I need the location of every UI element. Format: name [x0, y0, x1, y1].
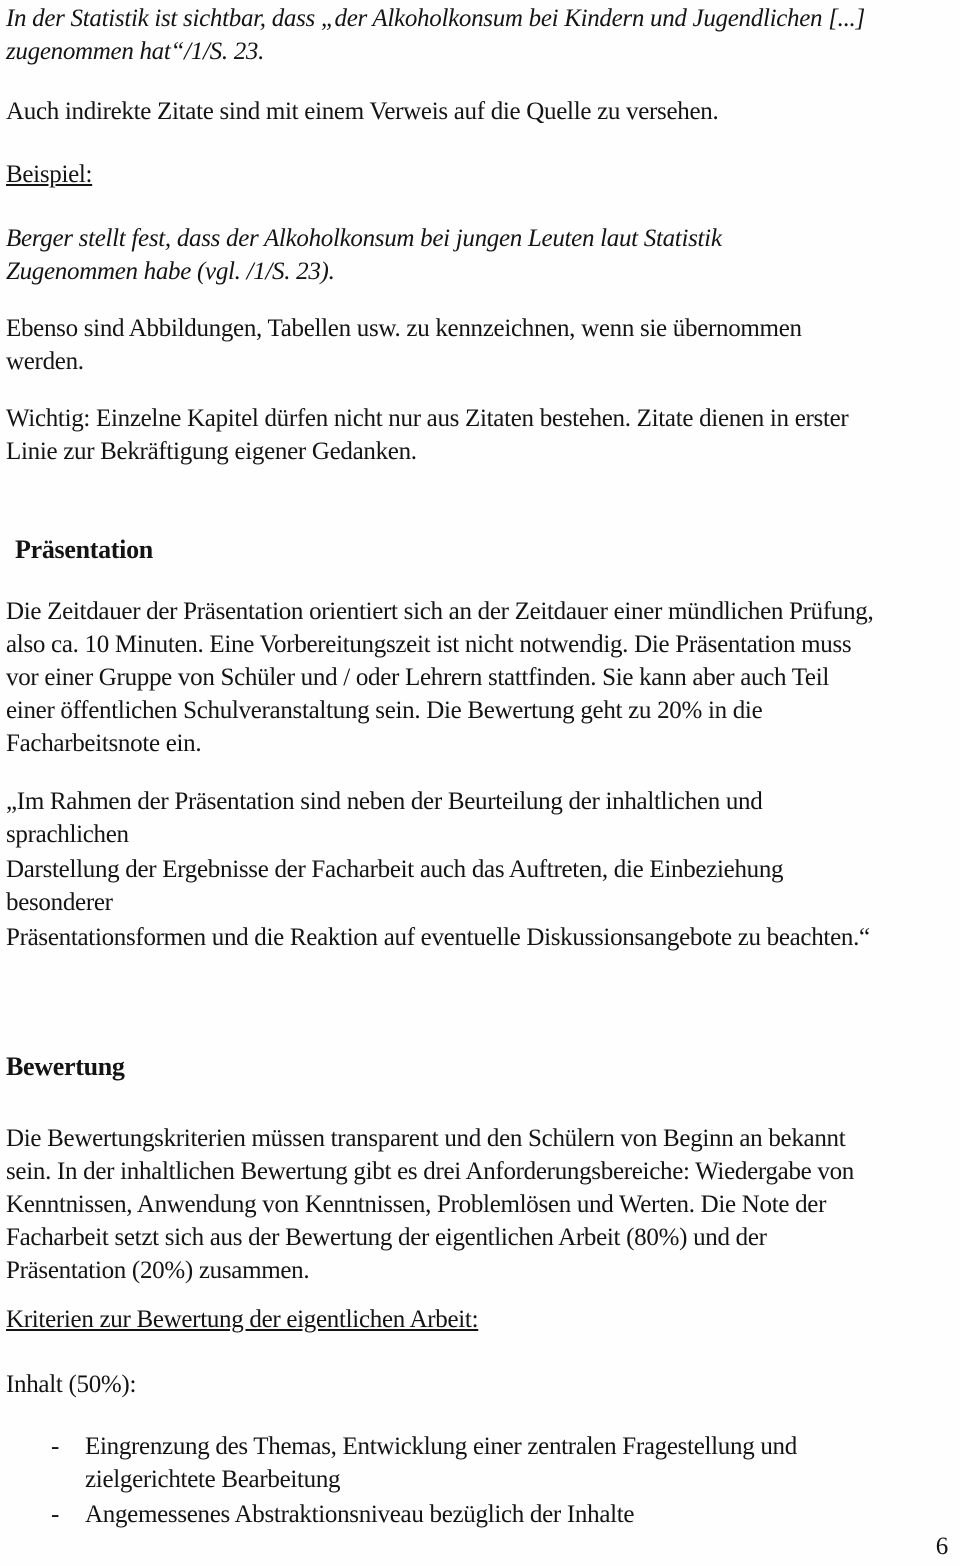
- heading-text: Präsentation: [15, 535, 153, 564]
- paragraph-praesentation-quote-3: [6, 921, 960, 954]
- page-number-text: 6: [935, 1533, 948, 1560]
- text-line: Präsentationsformen und die Reaktion auf eventuelle Diskussionsangebote zu beachten.“: [6, 924, 870, 951]
- heading-bewertung: [6, 1050, 960, 1083]
- text-line: besonderer: [6, 889, 113, 916]
- text-line: Facharbeit setzt sich aus der Bewertung der eigentlichen Arbeit (80%) und der: [6, 1224, 767, 1251]
- text-line: „Im Rahmen der Präsentation sind neben der Beurteilung der inhaltlichen und: [6, 788, 763, 815]
- text-line: Wichtig: Einzelne Kapitel dürfen nicht nur aus Zitaten bestehen. Zitate dienen in erster: [6, 405, 849, 432]
- paragraph-indirect-citation-note: [6, 95, 960, 128]
- text-line: Die Zeitdauer der Präsentation orientiert sich an der Zeitdauer einer mündlichen Prüfung,: [6, 598, 874, 625]
- text-line: Präsentation (20%) zusammen.: [6, 1257, 310, 1284]
- text-line: Ebenso sind Abbildungen, Tabellen usw. zu kennzeichnen, wenn sie übernommen: [6, 315, 802, 342]
- text-line: Kenntnissen, Anwendung von Kenntnissen, Problemlösen und Werten. Die Note der: [6, 1191, 827, 1218]
- text-line: einer öffentlichen Schulveranstaltung sein. Die Bewertung geht zu 20% in die: [6, 697, 763, 724]
- paragraph-praesentation-quote-1: [6, 785, 960, 851]
- text-line: sein. In der inhaltlichen Bewertung gibt es drei Anforderungsbereiche: Wiedergabe von: [6, 1158, 854, 1185]
- text-line: werden.: [6, 348, 84, 375]
- list-item-abstraktionsniveau: [6, 1498, 960, 1531]
- text-line: Auch indirekte Zitate sind mit einem Verweis auf die Quelle zu versehen.: [6, 98, 719, 125]
- text-line: zugenommen hat“/1/S. 23.: [6, 38, 265, 65]
- text-line: Kriterien zur Bewertung der eigentlichen Arbeit:: [6, 1306, 479, 1333]
- heading-praesentation: [15, 533, 960, 566]
- text-line: Inhalt (50%):: [6, 1371, 137, 1398]
- text-line: sprachlichen: [6, 821, 129, 848]
- text-line: Angemessenes Abstraktionsniveau bezüglich der Inhalte: [85, 1501, 635, 1528]
- bullet-marker: -: [51, 1433, 60, 1460]
- text-line: Eingrenzung des Themas, Entwicklung einer zentralen Fragestellung und: [85, 1433, 797, 1460]
- text-line: also ca. 10 Minuten. Eine Vorbereitungszeit ist nicht notwendig. Die Präsentation muss: [6, 631, 852, 658]
- paragraph-praesentation-quote-2: [6, 853, 960, 919]
- text-line: Die Bewertungskriterien müssen transparent und den Schülern von Beginn an bekannt: [6, 1125, 846, 1152]
- paragraph-wichtig-note: [6, 402, 960, 468]
- paragraph-indirect-quote-example: [6, 222, 960, 288]
- text-line: In der Statistik ist sichtbar, dass „der Alkoholkonsum bei Kindern und Jugendlichen [...]: [6, 5, 865, 32]
- text-line: Berger stellt fest, dass der Alkoholkonsum bei jungen Leuten laut Statistik: [6, 225, 722, 252]
- heading-text: Bewertung: [6, 1052, 125, 1081]
- label-inhalt: [6, 1368, 960, 1401]
- label-beispiel: [6, 158, 960, 191]
- label-kriterien: [6, 1303, 960, 1336]
- text-line: Facharbeitsnote ein.: [6, 730, 202, 757]
- text-line: Beispiel:: [6, 161, 93, 188]
- bullet-marker: -: [51, 1501, 60, 1528]
- list-item-eingrenzung: [6, 1430, 960, 1496]
- paragraph-direct-quote-example: [6, 2, 960, 68]
- paragraph-figures-tables-note: [6, 312, 960, 378]
- text-line: zielgerichtete Bearbeitung: [85, 1466, 341, 1493]
- text-line: Linie zur Bekräftigung eigener Gedanken.: [6, 438, 417, 465]
- text-line: vor einer Gruppe von Schüler und / oder Lehrern stattfinden. Sie kann aber auch Teil: [6, 664, 830, 691]
- page-number: [936, 1530, 948, 1563]
- text-line: Zugenommen habe (vgl. /1/S. 23).: [6, 258, 335, 285]
- paragraph-praesentation-details: [6, 595, 960, 760]
- text-line: Darstellung der Ergebnisse der Facharbeit auch das Auftreten, die Einbeziehung: [6, 856, 784, 883]
- paragraph-bewertung-details: [6, 1122, 960, 1287]
